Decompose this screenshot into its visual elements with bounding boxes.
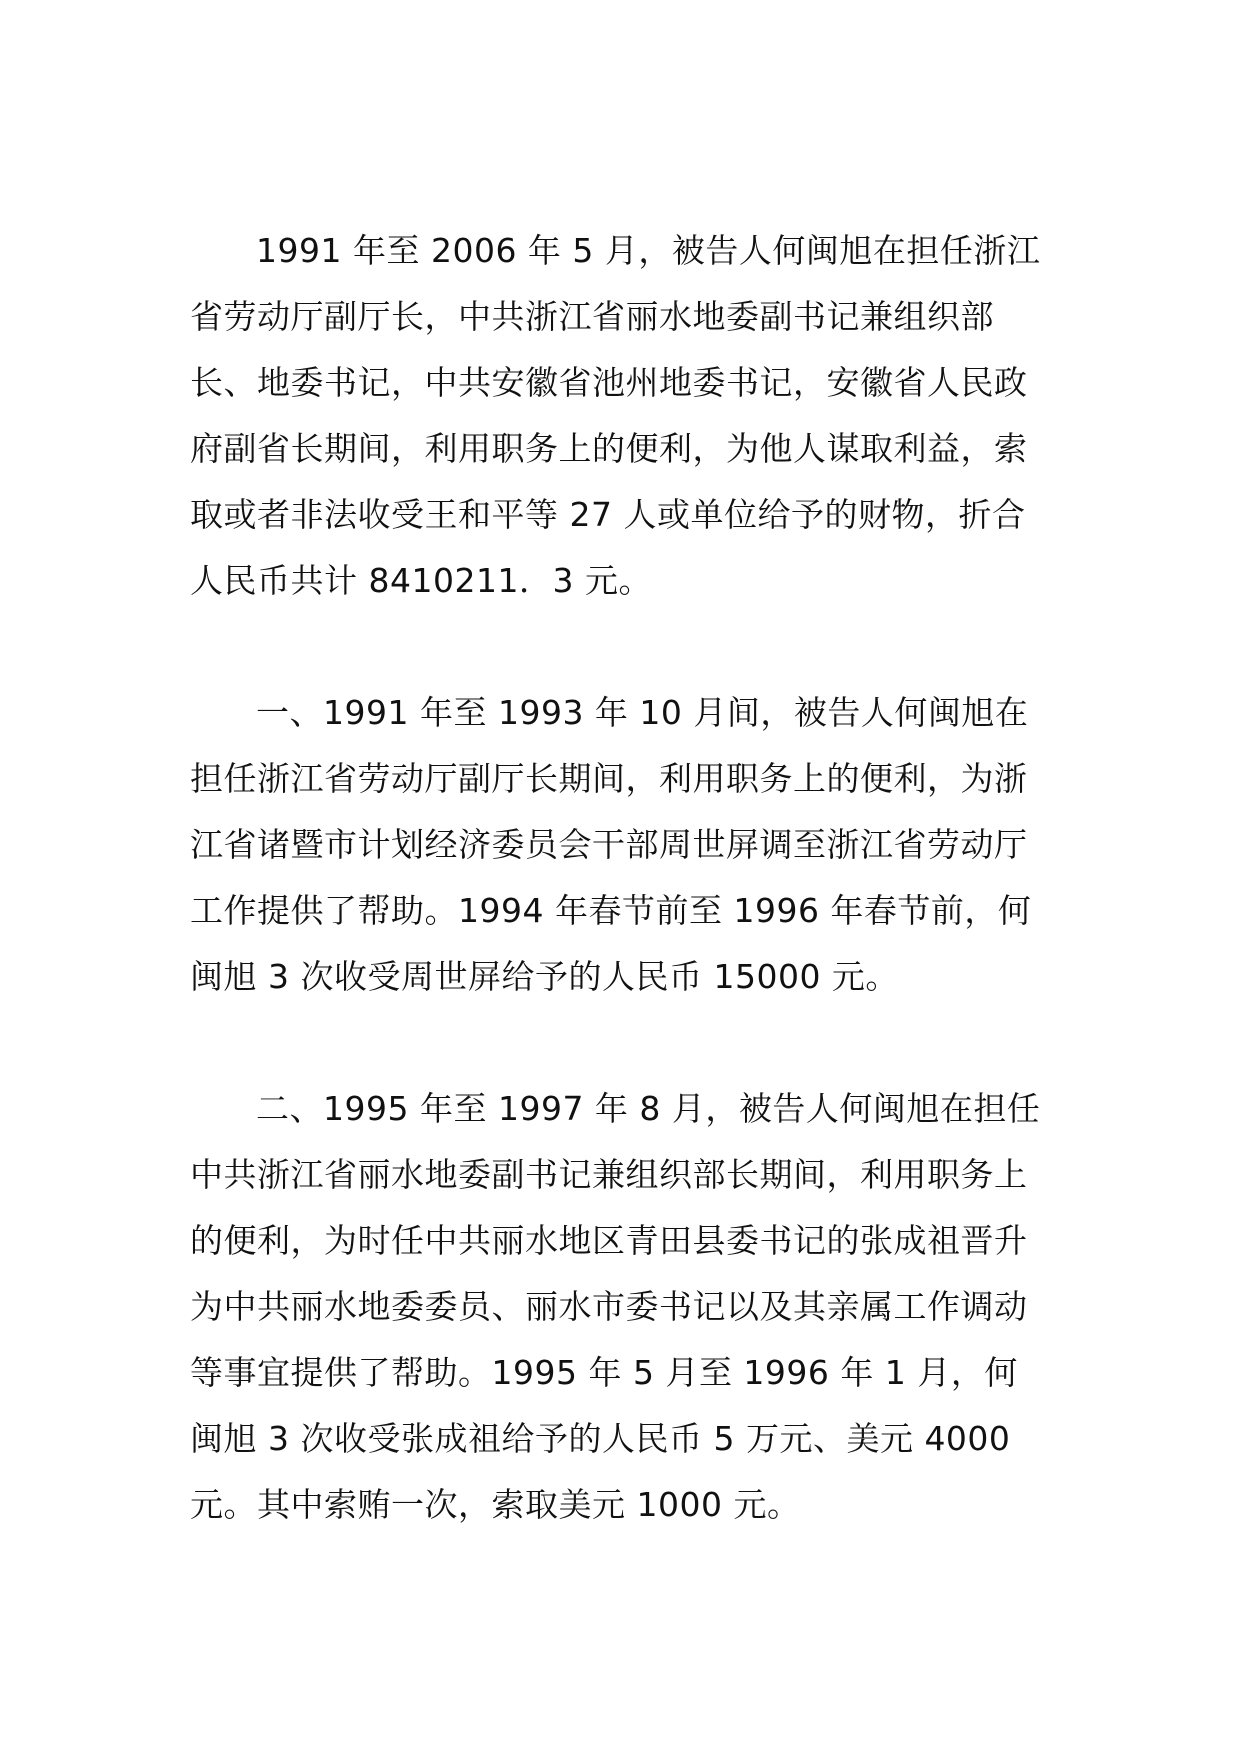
paragraph-summary: 1991 年至 2006 年 5 月，被告人何闽旭在担任浙江省劳动厅副厅长，中共浙江省丽水地委副书记兼组织部长、地委书记，中共安徽省池州地委书记，安徽省人民政府副省长期间，利用职务上的便利，为他人谋取利益，索取或者非法收受王和平等 27 人或单位给予的财物，折合人民币共计 8410211．3 元。 — [190, 231, 1041, 600]
paragraph-item-1: 一、1991 年至 1993 年 10 月间，被告人何闽旭在担任浙江省劳动厅副厅长期间，利用职务上的便利，为浙江省诸暨市计划经济委员会干部周世屏调至浙江省劳动厅工作提供了帮助。1994 年春节前至 1996 年春节前，何闽旭 3 次收受周世屏给予的人民币 15000 元。 — [190, 693, 1032, 996]
document-body — [190, 218, 1050, 1538]
paragraph-item-2: 二、1995 年至 1997 年 8 月，被告人何闽旭在担任中共浙江省丽水地委副书记兼组织部长期间，利用职务上的便利，为时任中共丽水地区青田县委书记的张成祖晋升为中共丽水地委委员、丽水市委书记以及其亲属工作调动等事宜提供了帮助。1995 年 5 月至 1996 年 1 月，何闽旭 3 次收受张成祖给予的人民币 5 万元、美元 4000 元。其中索贿一次，索取美元 1000 元。 — [190, 1089, 1041, 1524]
